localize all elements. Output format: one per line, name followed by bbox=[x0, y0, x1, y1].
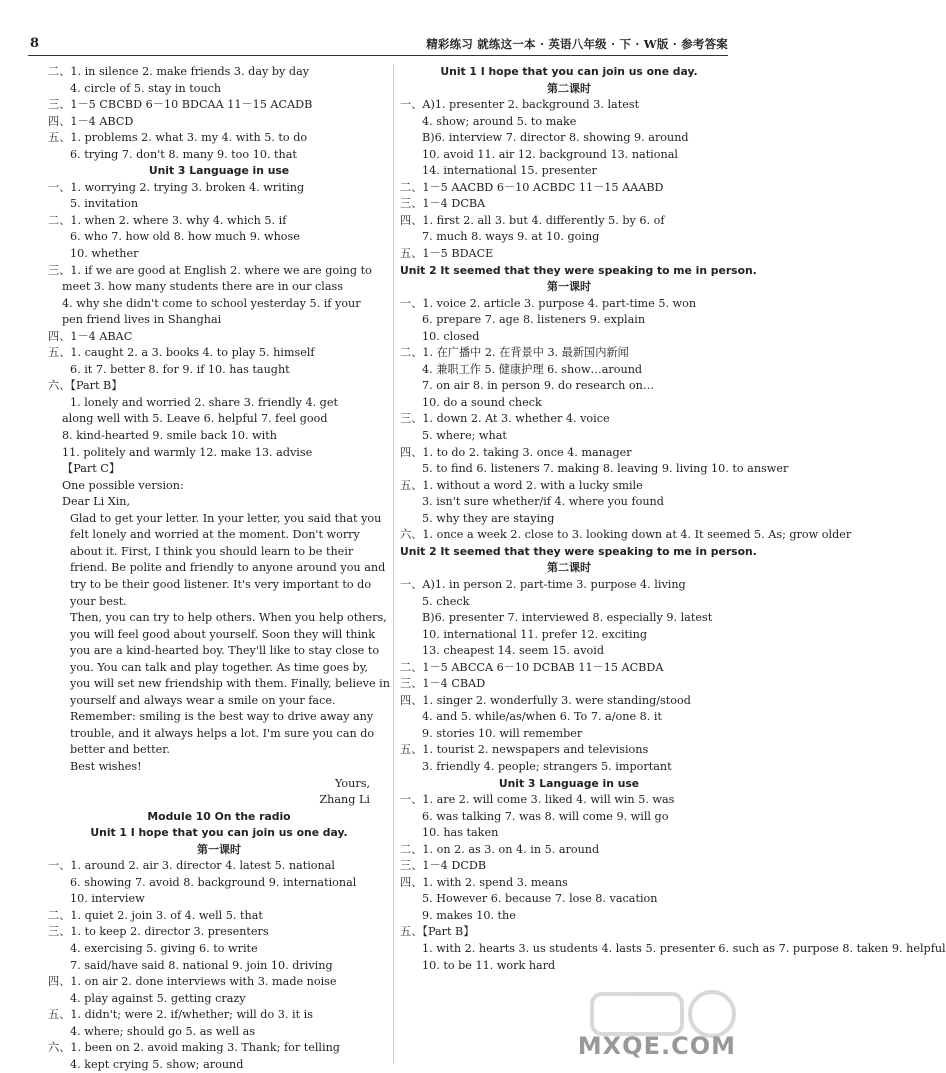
right-answer-line: 7. on air 8. in person 9. do research on… bbox=[422, 379, 655, 393]
left-answer-line: 三、1－5 CBCBD 6－10 BDCAA 11－15 ACADB bbox=[48, 98, 313, 112]
right-answer-line: 三、1－4 DCDB bbox=[400, 859, 487, 873]
left-answer-line: 6. trying 7. don't 8. many 9. too 10. that bbox=[70, 147, 297, 161]
right-answer-line: 4. show; around 5. to make bbox=[422, 114, 577, 128]
left-answer-line: 三、1. if we are good at English 2. where we are going to bbox=[48, 263, 372, 277]
right-answer-line: 三、1－4 CBAD bbox=[400, 677, 486, 691]
right-answer-line: 三、1. down 2. At 3. whether 4. voice bbox=[400, 412, 610, 426]
left-answer-line: 五、1. problems 2. what 3. my 4. with 5. to do bbox=[48, 131, 308, 145]
right-answer-line: 三、1－4 DCBA bbox=[400, 197, 486, 211]
right-answer-line: 13. cheapest 14. seem 15. avoid bbox=[422, 644, 604, 658]
right-answer-line: 7. much 8. ways 9. at 10. going bbox=[422, 230, 600, 244]
left-answer-line: 六、【Part B】 bbox=[48, 379, 123, 393]
right-answer-line: 10. closed bbox=[422, 329, 480, 343]
right-answer-line: 一、1. voice 2. article 3. purpose 4. part-time 5. won bbox=[400, 296, 697, 310]
lesson-subheading: 第二课时 bbox=[547, 81, 591, 95]
right-answer-line: 5. check bbox=[422, 594, 470, 608]
watermark-text: MXQE.COM bbox=[577, 1032, 736, 1060]
right-answer-line: 4. and 5. while/as/when 6. To 7. a/one 8. it bbox=[422, 710, 662, 724]
left-answer-line: 4. exercising 5. giving 6. to write bbox=[70, 941, 258, 955]
right-answer-line: 6. prepare 7. age 8. listeners 9. explain bbox=[422, 313, 646, 327]
left-answer-line: 11. politely and warmly 12. make 13. advise bbox=[62, 445, 313, 459]
right-answer-line: 5. However 6. because 7. lose 8. vacation bbox=[422, 892, 658, 906]
column-divider bbox=[393, 64, 394, 1064]
left-answer-line: meet 3. how many students there are in our class bbox=[62, 280, 344, 294]
right-answer-line: B)6. interview 7. director 8. showing 9. around bbox=[422, 131, 689, 145]
left-answer-line: 六、1. been on 2. avoid making 3. Thank; for telling bbox=[48, 1041, 340, 1055]
section-heading: Unit 2 It seemed that they were speaking to me in person. bbox=[400, 544, 757, 558]
left-answer-line: 四、1. on air 2. done interviews with 3. made noise bbox=[48, 975, 337, 989]
section-heading: Unit 3 Language in use bbox=[148, 164, 290, 178]
left-answer-line: 五、1. caught 2. a 3. books 4. to play 5. himself bbox=[48, 346, 315, 360]
section-heading: Unit 3 Language in use bbox=[498, 776, 640, 790]
section-heading: Unit 2 It seemed that they were speaking to me in person. bbox=[400, 263, 757, 277]
right-answer-line: 10. avoid 11. air 12. background 13. national bbox=[422, 147, 678, 161]
right-column bbox=[400, 64, 946, 974]
left-answer-line: Dear Li Xin, bbox=[62, 495, 131, 509]
right-answer-line: 一、1. are 2. will come 3. liked 4. will win 5. was bbox=[400, 793, 675, 807]
left-answer-line: Yours, bbox=[335, 776, 370, 790]
right-answer-line: 一、A)1. in person 2. part-time 3. purpose 4. living bbox=[400, 577, 686, 591]
section-heading: Unit 1 I hope that you can join us one day. bbox=[90, 826, 348, 840]
page-header: 精彩练习 就练这一本 · 英语八年级 · 下 · W版 · 参考答案 bbox=[426, 37, 728, 51]
left-answer-line: 四、1－4 ABAC bbox=[48, 329, 133, 343]
lesson-subheading: 第一课时 bbox=[547, 280, 591, 294]
left-answer-line: 【Part C】 bbox=[62, 462, 121, 476]
right-answer-line: 五、1. without a word 2. with a lucky smile bbox=[400, 478, 643, 492]
right-answer-line: 四、1. singer 2. wonderfully 3. were standing/stood bbox=[400, 693, 691, 707]
right-answer-line: 五、【Part B】 bbox=[400, 925, 475, 939]
left-answer-line: 4. play against 5. getting crazy bbox=[70, 991, 246, 1005]
left-answer-line: 4. why she didn't come to school yesterday 5. if your bbox=[62, 296, 361, 310]
left-answer-line: 五、1. didn't; were 2. if/whether; will do 3. it is bbox=[48, 1008, 313, 1022]
right-answer-line: 二、1－5 AACBD 6－10 ACBDC 11－15 AAABD bbox=[400, 180, 664, 194]
right-answer-line: 3. isn't sure whether/if 4. where you found bbox=[422, 495, 664, 509]
right-answer-line: B)6. presenter 7. interviewed 8. especially 9. latest bbox=[422, 611, 713, 625]
right-answer-line: 9. stories 10. will remember bbox=[422, 726, 583, 740]
right-answer-line: 二、1－5 ABCCA 6－10 DCBAB 11－15 ACBDA bbox=[400, 660, 664, 674]
right-answer-line: 10. international 11. prefer 12. exciting bbox=[422, 627, 647, 641]
right-answer-line: 4. 兼职工作 5. 健康护理 6. show…around bbox=[422, 362, 643, 376]
left-answer-line: 10. interview bbox=[70, 892, 145, 906]
left-answer-line: 4. kept crying 5. show; around bbox=[70, 1057, 244, 1071]
right-answer-line: 3. friendly 4. people; strangers 5. important bbox=[422, 759, 672, 773]
right-answer-line: 二、1. 在广播中 2. 在背景中 3. 最新国内新闻 bbox=[400, 346, 629, 360]
left-answer-line: 一、1. worrying 2. trying 3. broken 4. writing bbox=[48, 180, 305, 194]
right-answer-line: 二、1. on 2. as 3. on 4. in 5. around bbox=[400, 842, 600, 856]
left-answer-line: 10. whether bbox=[70, 247, 139, 261]
left-answer-line: 二、1. when 2. where 3. why 4. which 5. if bbox=[48, 213, 287, 227]
right-answer-line: 四、1. with 2. spend 3. means bbox=[400, 875, 568, 889]
left-answer-line: 一、1. around 2. air 3. director 4. latest 5. national bbox=[48, 859, 335, 873]
left-column bbox=[48, 64, 390, 1073]
section-heading: Unit 1 I hope that you can join us one day. bbox=[440, 65, 698, 78]
right-answer-line: 9. makes 10. the bbox=[422, 908, 516, 922]
right-answer-line: 6. was talking 7. was 8. will come 9. will go bbox=[422, 809, 669, 823]
right-answer-line: 5. why they are staying bbox=[422, 511, 555, 525]
right-answer-line: 10. has taken bbox=[422, 826, 499, 840]
left-answer-line: 三、1. to keep 2. director 3. presenters bbox=[48, 925, 269, 939]
left-answer-line: 二、1. in silence 2. make friends 3. day by day bbox=[48, 65, 310, 78]
right-answer-line: 五、1. tourist 2. newspapers and televisions bbox=[400, 743, 649, 757]
right-answer-line: 四、1. to do 2. taking 3. once 4. manager bbox=[400, 445, 632, 459]
lesson-subheading: 第二课时 bbox=[547, 561, 591, 575]
right-answer-line: 五、1－5 BDACE bbox=[400, 247, 494, 261]
left-answer-line: 1. lonely and worried 2. share 3. friendly 4. get bbox=[70, 395, 338, 409]
left-answer-line: Glad to get your letter. In your letter, you said that you felt lonely and worried at the moment. Don't worry about it. First, I think you should learn to be their friend. Be polite and friendly to anyone around you and try to be their good listener. It's very important to do your best. bbox=[70, 511, 386, 608]
right-answer-line: 5. where; what bbox=[422, 429, 507, 443]
section-heading: Module 10 On the radio bbox=[147, 809, 291, 823]
right-answer-line: 一、A)1. presenter 2. background 3. latest bbox=[400, 98, 640, 112]
left-answer-line: 8. kind-hearted 9. smile back 10. with bbox=[62, 429, 277, 443]
left-answer-line: 6. it 7. better 8. for 9. if 10. has taught bbox=[70, 362, 290, 376]
header-rule bbox=[28, 55, 728, 56]
left-answer-line: 7. said/have said 8. national 9. join 10. driving bbox=[70, 958, 333, 972]
left-answer-line: 4. where; should go 5. as well as bbox=[70, 1024, 256, 1038]
page-number: 8 bbox=[30, 36, 40, 51]
left-answer-line: 4. circle of 5. stay in touch bbox=[70, 81, 222, 95]
right-answer-line: 14. international 15. presenter bbox=[422, 164, 597, 178]
left-answer-line: Zhang Li bbox=[319, 793, 370, 807]
left-answer-line: One possible version: bbox=[62, 478, 184, 492]
left-answer-line: pen friend lives in Shanghai bbox=[62, 313, 222, 327]
left-answer-line: Best wishes! bbox=[70, 759, 142, 773]
right-answer-line: 10. to be 11. work hard bbox=[422, 958, 556, 972]
left-answer-line: Then, you can try to help others. When you help others, you will feel good about yourself. Soon they will think you are a kind-hearted boy. They'll like to stay close to you. You can talk and play together. As time goes by, you will set new friendship with them. Finally, believe in yourself and always wear a smile on your face. Remember: smiling is the best way to drive away any trouble, and it always helps a lot. I'm sure you can do better and better. bbox=[70, 611, 390, 757]
right-answer-line: 5. to find 6. listeners 7. making 8. leaving 9. living 10. to answer bbox=[422, 462, 789, 476]
left-answer-line: along well with 5. Leave 6. helpful 7. feel good bbox=[62, 412, 328, 426]
left-answer-line: 四、1－4 ABCD bbox=[48, 114, 134, 128]
left-answer-line: 二、1. quiet 2. join 3. of 4. well 5. that bbox=[48, 908, 263, 922]
right-answer-line: 10. do a sound check bbox=[422, 395, 542, 409]
left-answer-line: 6. who 7. how old 8. how much 9. whose bbox=[70, 230, 300, 244]
right-answer-line: 1. with 2. hearts 3. us students 4. lasts 5. presenter 6. such as 7. purpose 8. taken 9. helpful bbox=[422, 941, 946, 955]
left-answer-line: 6. showing 7. avoid 8. background 9. international bbox=[70, 875, 357, 889]
lesson-subheading: 第一课时 bbox=[197, 842, 241, 856]
left-answer-line: 5. invitation bbox=[70, 197, 139, 211]
right-answer-line: 四、1. first 2. all 3. but 4. differently 5. by 6. of bbox=[400, 213, 665, 227]
right-answer-line: 六、1. once a week 2. close to 3. looking down at 4. It seemed 5. As; grow older bbox=[400, 528, 852, 542]
